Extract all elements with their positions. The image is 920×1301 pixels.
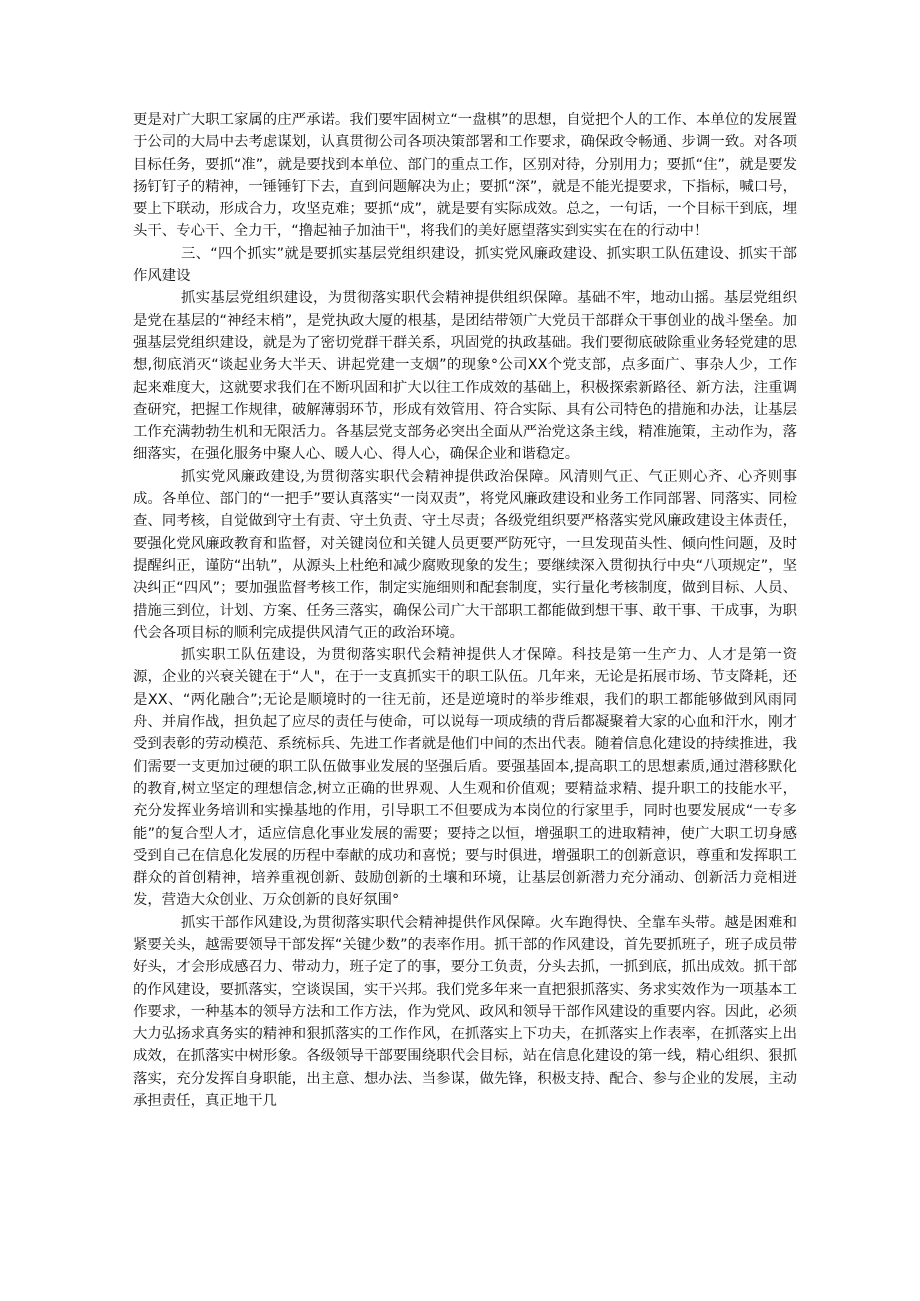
paragraph-integrity-building: 抓实党风廉政建设,为贯彻落实职代会精神提供政治保障。风清则气正、气正则心齐、心齐则事成。各单位、部门的“一把手”要认真落实“一岗双责”，将党风廉政建设和业务工作同部署、同落实、同检查、同考核，自觉做到守土有责、守土负责、守土尽责；各级党组织要严格落实党风廉政建设主体责任，要强化党风廉政教育和监督，对关键岗位和关键人员更要严防死守，一旦发现苗头性、倾向性问题，及时提醒纠正，谨防“出轨”，从源头上杜绝和减少腐败现象的发生；要继续深入贯彻执行中央“八项规定”，坚决纠正“四风”；要加强监督考核工作，制定实施细则和配套制度，实行量化考核制度，做到目标、人员、措施三到位，计划、方案、任务三落实，确保公司广大干部职工都能做到想干事、敢干事、干成事，为职代会各项目标的顺利完成提供风清气正的政治环境。 (133, 468, 797, 641)
paragraph-cadre-style: 抓实干部作风建设,为贯彻落实职代会精神提供作风保障。火车跑得快、全靠车头带。越是困难和紧要关头，越需要领导干部发挥“关键少数”的表率作用。抓干部的作风建设，首先要抓班子，班子成员带好头，才会形成感召力、带动力，班子定了的事，要分工负责，分头去抓，一抓到底，抓出成效。抓干部的作风建设，要抓落实，空谈误国，实干兴邦。我们党多年来一直把狠抓落实、务求实效作为一项基本工作要求，一种基本的领导方法和工作方法，作为党风、政风和领导干部作风建设的重要内容。因此，必须大力弘扬求真务实的精神和狠抓落实的工作作风，在抓落实上下功夫，在抓落实上作表率，在抓落实上出成效，在抓落实中树形象。各级领导干部要围绕职代会目标，站在信息化建设的第一线，精心组织、狠抓落实，充分发挥自身职能，出主意、想办法、当参谋，做先锋，积极支持、配合、参与企业的发展，主动承担责任，真正地干几 (133, 914, 797, 1110)
paragraph-workforce-building: 抓实职工队伍建设，为贯彻落实职代会精神提供人才保障。科技是第一生产力、人才是第一资源，企业的兴衰关键在于“人"，在于一支真抓实干的职工队伍。几年来，无论是拓展市场、节支降耗，还是XX、“两化融合”;无论是顺境时的一往无前，还是逆境时的举步维艰，我们的职工都能够做到风雨同舟、并肩作战，担负起了应尽的责任与使命，可以说每一项成绩的背后都凝聚着大家的心血和汗水，刚才受到表彰的劳动模范、系统标兵、先进工作者就是他们中间的杰出代表。随着信息化建设的持续推进，我们需要一支更加过硬的职工队伍做事业发展的坚强后盾。要强基固本,提高职工的思想素质,通过潜移默化的教育,树立坚定的理想信念,树立正确的世界观、人生观和价值观；要精益求精、提升职工的技能水平，充分发挥业务培训和实操基地的作用，引导职工不但要成为本岗位的行家里手，同时也要发展成“一专多能”的复合型人才，适应信息化事业发展的需要；要持之以恒，增强职工的进取精神，使广大职工切身感受到自己在信息化发展的历程中奉献的成功和喜悦；要与时俱进，增强职工的创新意识，尊重和发挥职工群众的首创精神，培养重视创新、鼓励创新的土壤和环境，让基层创新潜力充分涌动、创新活力竞相迸发，营造大众创业、万众创新的良好氛围° (133, 647, 797, 909)
paragraph-party-organization: 抓实基层党组织建设，为贯彻落实职代会精神提供组织保障。基础不牢，地动山摇。基层党组织是党在基层的“神经末梢”，是党执政大厦的根基，是团结带领广大党员干部群众干事创业的战斗堡垒。加强基层党组织建设，就是为了密切党群干群关系，巩固党的执政基础。我们要彻底破除重业务轻党建的思想,彻底消灭“谈起业务大半天、讲起党建一支烟”的现象°公司XX个党支部，点多面广、事杂人少，工作起来难度大，这就要求我们在不断巩固和扩大以往工作成效的基础上，积极探索新路径、新方法，注重调查研究，把握工作规律，破解薄弱环节，形成有效管用、符合实际、具有公司特色的措施和办法，让基层工作充满勃勃生机和无限活力。各基层党支部务必突出全面从严治党这条主线，精准施策，主动作为，落细落实，在强化服务中聚人心、暖人心、得人心，确保企业和谐稳定。 (133, 290, 797, 463)
section-heading-four-strengthenings: 三、“四个抓实”就是要抓实基层党组织建设，抓实党风廉政建设、抓实职工队伍建设、抓实干部作风建设 (133, 245, 797, 285)
paragraph-continued-commitment: 更是对广大职工家属的庄严承诺。我们要牢固树立“一盘棋”的思想，自觉把个人的工作、本单位的发展置于公司的大局中去考虑谋划，认真贯彻公司各项决策部署和工作要求，确保政令畅通、步调一致。对各项目标任务，要抓“准”，就是要找到本单位、部门的重点工作，区别对待，分别用力；要抓“住”，就是要发扬钉钉子的精神，一锤锤钉下去，直到问题解决为止；要抓“深”，就是不能光提要求，下指标，喊口号，要上下联动，形成合力，攻坚克难；要抓“成”，就是要有实际成效。总之，一句话，一个目标干到底，埋头干、专心干、全力干，“撸起袖子加油干"，将我们的美好愿望落实到实实在在的行动中！ (133, 112, 797, 240)
document-page (133, 109, 797, 1112)
